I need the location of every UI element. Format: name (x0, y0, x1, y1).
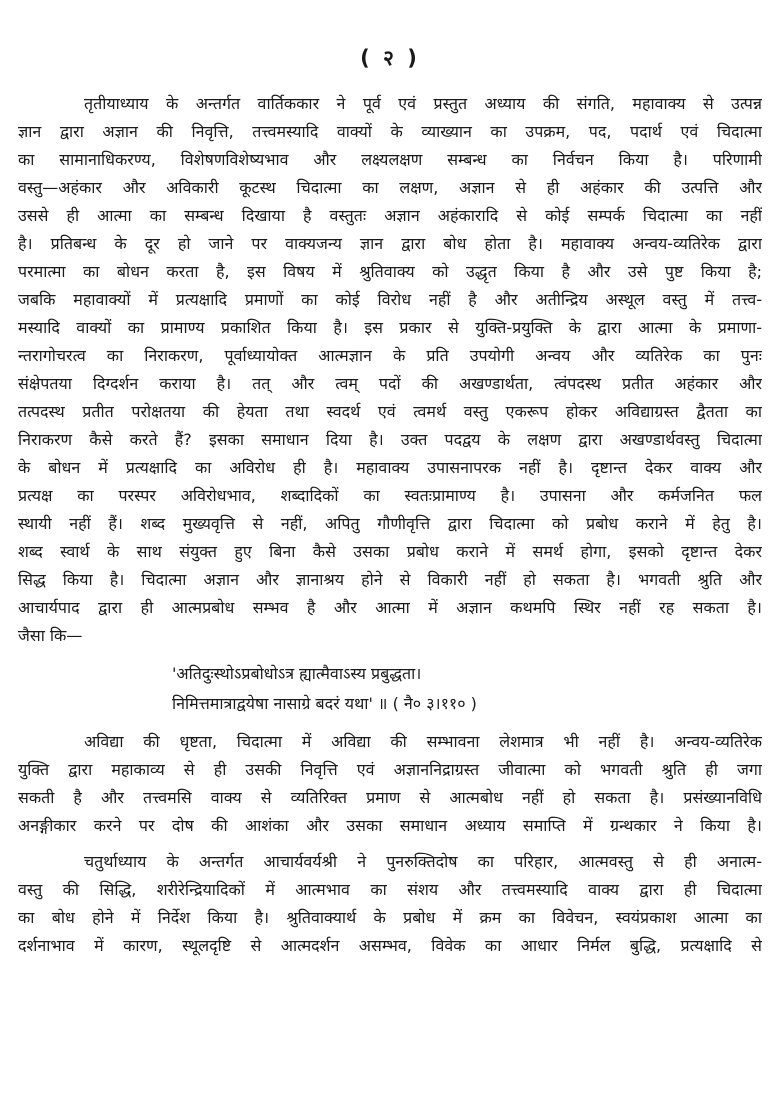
paragraph-3-line-2: वस्तु की सिद्धि, शरीरेन्द्रियादिकों में आत्मभाव का संशय और तत्त्वमस्यादि वाक्य द्वारा ही चिदात्मा (18, 880, 762, 899)
paragraph-1-line-9: मस्यादि वाक्यों का प्रामाण्य प्रकाशित किया है। इस प्रकार से युक्ति-प्रयुक्ति के द्वारा आत्मा के प्रमाणा- (18, 318, 762, 337)
paragraph-1-line-20: जैसा कि— (18, 626, 83, 645)
paragraph-1-line-16: स्थायी नहीं हैं। शब्द मुख्यवृत्ति से नहीं, अपितु गौणीवृत्ति द्वारा चिदात्मा को प्रबोध कराने में हेतु है। (18, 514, 762, 533)
paragraph-3-line-4: दर्शनाभाव में कारण, स्थूलदृष्टि से आत्मदर्शन असम्भव, विवेक का आधार निर्मल बुद्धि, प्रत्यक्षादि से (18, 936, 762, 955)
paragraph-1-line-17: शब्द स्वार्थ के साथ संयुक्त हुए बिना कैसे उसका प्रबोध कराने में समर्थ होगा, इसको दृष्टान्त देकर (18, 542, 762, 561)
paragraph-2-line-1: अविद्या की धृष्टता, चिदात्मा में अविद्या की सम्भावना लेशमात्र भी नहीं है। अन्वय-व्यतिरेक (84, 732, 762, 751)
paragraph-1-line-5: उससे ही आत्मा का सम्बन्ध दिखाया है वस्तुतः अज्ञान अहंकारादि से कोई सम्पर्क चिदात्मा का नहीं (18, 206, 762, 225)
verse-line-1: 'अतिदुःस्थोऽप्रबोधोऽत्र ह्यात्मैवाऽस्य प्रबुद्धता। (172, 664, 422, 683)
paragraph-1-line-1: तृतीयाध्याय के अन्तर्गत वार्तिककार ने पूर्व एवं प्रस्तुत अध्याय की संगति, महावाक्य से उत्पन्न (84, 94, 762, 113)
paragraph-1-line-11: संक्षेपतया दिग्दर्शन कराया है। तत् और त्वम् पदों की अखण्डार्थता, त्वंपदस्थ प्रतीत अहंकार और (18, 374, 762, 393)
paragraph-1-line-7: परमात्मा का बोधन करता है, इस विषय में श्रुतिवाक्य को उद्धृत किया है और उसे पुष्ट किया है; (18, 262, 762, 281)
paragraph-1-line-6: है। प्रतिबन्ध के दूर हो जाने पर वाक्यजन्य ज्ञान द्वारा बोध होता है। महावाक्य अन्वय-व्यतिरेक द्वारा (18, 234, 762, 253)
paragraph-1-line-18: सिद्ध किया है। चिदात्मा अज्ञान और ज्ञानाश्रय होने से विकारी नहीं हो सकता है। भगवती श्रुति और (18, 570, 762, 589)
paragraph-2-line-4: अनङ्गीकार करने पर दोष की आशंका और उसका समाधान अध्याय समाप्ति में ग्रन्थकार ने किया है। (18, 816, 762, 835)
paragraph-1-line-8: जबकि महावाक्यों में प्रत्यक्षादि प्रमाणों का कोई विरोध नहीं है और अतीन्द्रिय अस्थूल वस्तु में तत्त्व- (18, 290, 762, 309)
paragraph-1-line-14: के बोधन में प्रत्यक्षादि का अविरोध ही है। महावाक्य उपासनापरक नहीं है। दृष्टान्त देकर वाक्य और (18, 458, 762, 477)
paragraph-1-line-3: का सामानाधिकरण्य, विशेषणविशेष्यभाव और लक्ष्यलक्षण सम्बन्ध का निर्वचन किया है। परिणामी (18, 150, 762, 169)
paragraph-1-line-10: न्तरागोचरत्व का निराकरण, पूर्वाध्यायोक्त आत्मज्ञान के प्रति उपयोगी अन्वय और व्यतिरेक का पुनः (18, 346, 762, 365)
paragraph-1-line-15: प्रत्यक्ष का परस्पर अविरोधभाव, शब्दादिकों का स्वतःप्रामाण्य है। उपासना और कर्मजनित फल (18, 486, 762, 505)
paragraph-3-line-3: का बोध होने में निर्देश किया है। श्रुतिवाक्यार्थ के प्रबोध में क्रम का विवेचन, स्वयंप्रकाश आत्मा का (18, 908, 762, 927)
paragraph-1-line-2: ज्ञान द्वारा अज्ञान की निवृत्ति, तत्त्वमस्यादि वाक्यों के व्याख्यान का उपक्रम, पद, पदार्थ एवं चिदात्मा (18, 122, 762, 141)
paragraph-2-line-2: युक्ति द्वारा महाकाव्य से ही उसकी निवृत्ति एवं अज्ञाननिद्राग्रस्त जीवात्मा को भगवती श्रुति ही जगा (18, 760, 762, 779)
paragraph-1-line-19: आचार्यपाद द्वारा ही आत्मप्रबोध सम्भव है और आत्मा में अज्ञान कथमपि स्थिर नहीं रह सकता है। (18, 598, 762, 617)
paragraph-1-line-12: तत्पदस्थ प्रतीत परोक्षतया की हेयता तथा स्वदर्थ एवं त्वमर्थ वस्तु एकरूप होकर अविद्याग्रस्त द्वैतता का (18, 402, 762, 421)
verse-line-2: निमित्तमात्राद्वयेषा नासाग्रे बदरं यथा' ॥ ( नै० ३।११० ) (172, 694, 477, 713)
page-number: ( २ ) (360, 46, 420, 70)
paragraph-1-line-13: निराकरण कैसे करते हैं? इसका समाधान दिया है। उक्त पदद्वय के लक्षण द्वारा अखण्डार्थवस्तु चिदात्मा (18, 430, 762, 449)
paragraph-2-line-3: सकती है और तत्त्वमसि वाक्य से व्यतिरिक्त प्रमाण से आत्मबोध नहीं हो सकता है। प्रसंख्यानविधि (18, 788, 762, 807)
paragraph-1-line-4: वस्तु—अहंकार और अविकारी कूटस्थ चिदात्मा का लक्षण, अज्ञान से ही अहंकार की उत्पत्ति और (18, 178, 762, 197)
paragraph-3-line-1: चतुर्थाध्याय के अन्तर्गत आचार्यवर्यश्री ने पुनरुक्तिदोष का परिहार, आत्मवस्तु से ही अनात्म- (84, 852, 762, 871)
